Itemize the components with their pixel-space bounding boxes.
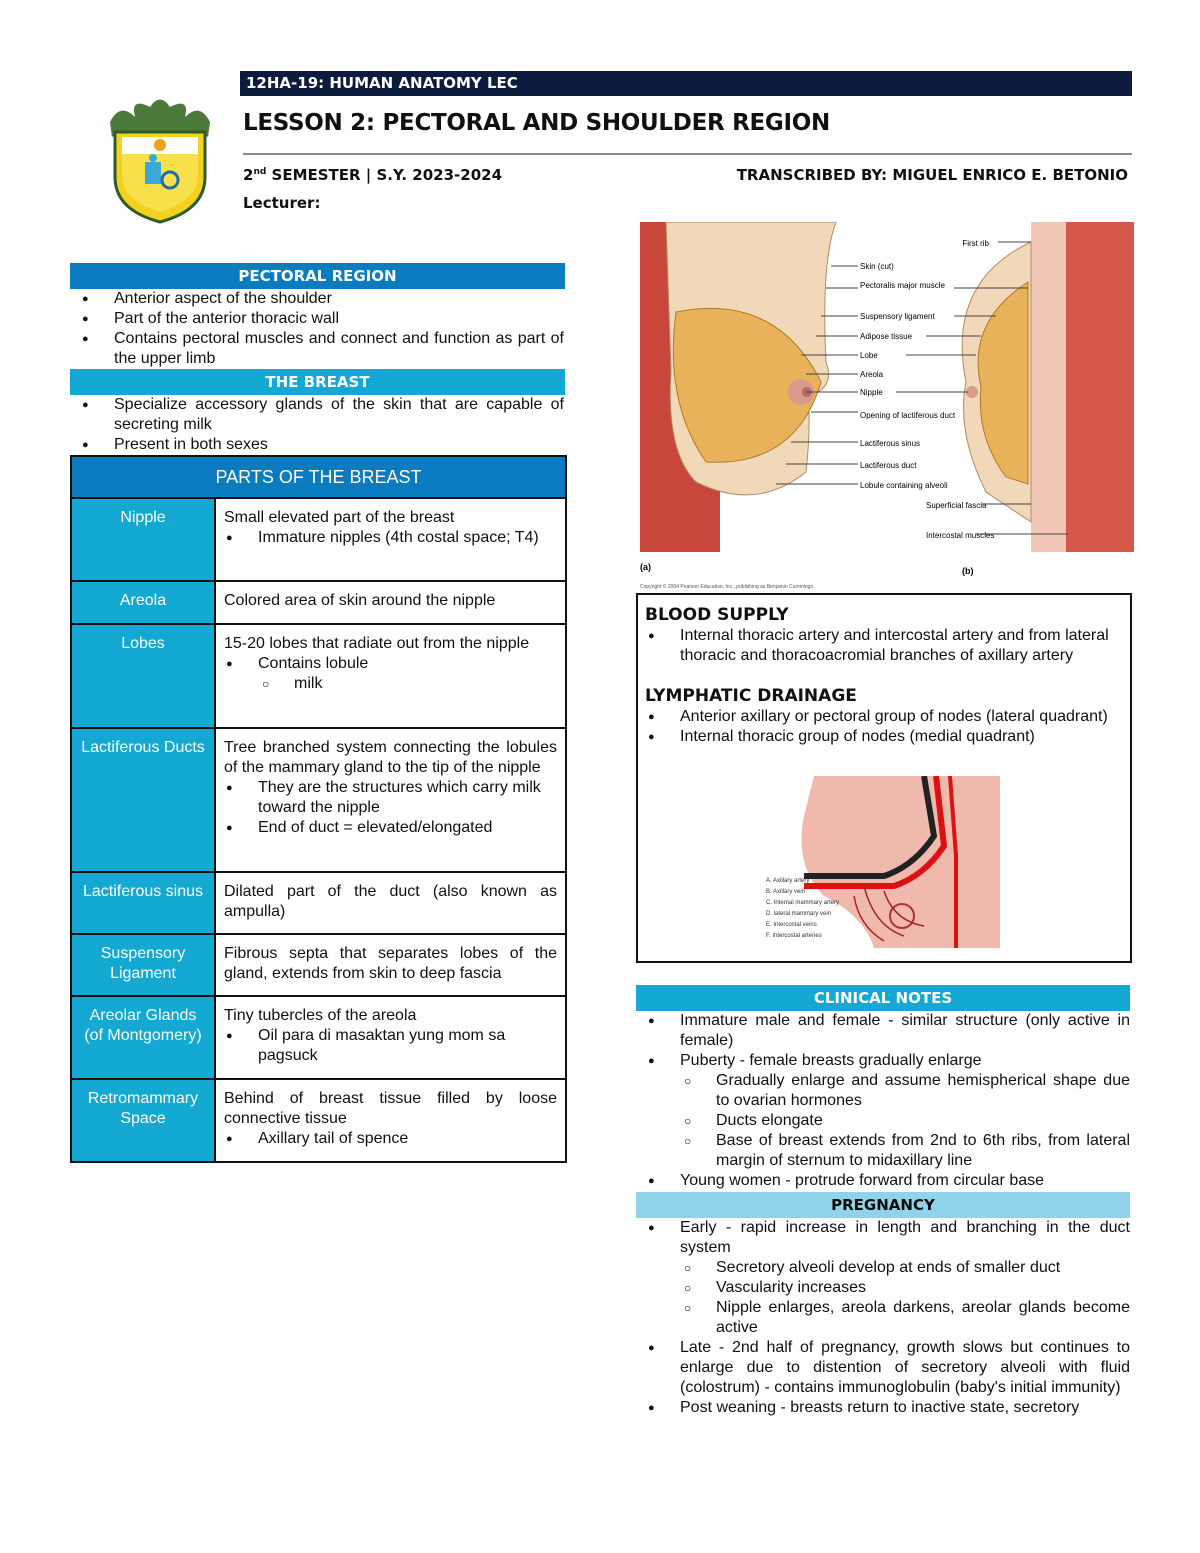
pectoral-region-list [70, 289, 564, 369]
title-divider [243, 153, 1132, 155]
list-item: ● Puberty - female breasts gradually enlarge [636, 1051, 1130, 1071]
figure-panel-b-label: (b) [962, 566, 974, 576]
pectoral-region-heading: PECTORAL REGION [70, 263, 565, 289]
part-description: Tree branched system connecting the lobules of the mammary gland to the tip of the nipple ● They are the structures which carry milk toward the nipple ● End of duct = elevated/elongated [215, 728, 566, 872]
pregnancy-list [636, 1218, 1130, 1418]
blood-supply-heading: BLOOD SUPPLY [645, 605, 789, 625]
list-item: ○ Ducts elongate [636, 1111, 1130, 1131]
figure-label: Suspensory ligament [860, 312, 935, 321]
part-label: Retromammary Space [71, 1079, 215, 1162]
parts-of-breast-table [70, 455, 567, 1163]
part-description: Small elevated part of the breast ● Immature nipples (4th costal space; T4) [215, 498, 566, 581]
the-breast-heading: THE BREAST [70, 369, 565, 395]
blood-supply-list [636, 626, 1122, 666]
part-label: Suspensory Ligament [71, 934, 215, 996]
figure-label: Opening of lactiferous duct [860, 411, 956, 420]
list-item: ● Late - 2nd half of pregnancy, growth slows but continues to enlarge due to distention of secretory alveoli with fluid (colostrum) - contains immunoglobulin (baby's initial immunity) [636, 1338, 1130, 1398]
figure-label: Pectoralis major muscle [860, 281, 945, 290]
figure-label: First rib [962, 239, 989, 248]
list-item: ● Part of the anterior thoracic wall [70, 309, 564, 329]
figure-copyright: Copyright © 2004 Pearson Education, Inc., publishing as Benjamin Cummings. [640, 584, 815, 590]
part-description: Colored area of skin around the nipple [215, 581, 566, 624]
vessel-legend-item: E. Intercostal veins [766, 922, 817, 928]
university-seal-logo [100, 92, 220, 224]
part-description: Dilated part of the duct (also known as ampulla) [215, 872, 566, 934]
vessel-legend-item: C. Internal mammary artery [766, 900, 840, 906]
list-item: ● Specialize accessory glands of the skin that are capable of secreting milk [70, 395, 564, 435]
table-row [71, 624, 566, 728]
list-item: ○ Vascularity increases [636, 1278, 1130, 1298]
list-item: ● Internal thoracic artery and intercostal artery and from lateral thoracic and thoracoacromial branches of axillary artery [636, 626, 1122, 666]
part-label: Lactiferous sinus [71, 872, 215, 934]
figure-label: Lobule containing alveoli [860, 481, 948, 490]
list-item: ● Present in both sexes [70, 435, 564, 455]
part-label: Lactiferous Ducts [71, 728, 215, 872]
list-item: ○ Base of breast extends from 2nd to 6th ribs, from lateral margin of sternum to midaxillary line [636, 1131, 1130, 1171]
part-description: Behind of breast tissue filled by loose connective tissue ● Axillary tail of spence [215, 1079, 566, 1162]
lymphatic-drainage-list [636, 707, 1122, 747]
list-item: ○ Gradually enlarge and assume hemispherical shape due to ovarian hormones [636, 1071, 1130, 1111]
semester-info: 2nd SEMESTER | S.Y. 2023-2024 [243, 166, 503, 184]
part-label: Lobes [71, 624, 215, 728]
figure-label: Superficial fascia [926, 501, 987, 510]
list-item: ● Internal thoracic group of nodes (medial quadrant) [636, 727, 1122, 747]
lesson-title: LESSON 2: PECTORAL AND SHOULDER REGION [243, 110, 830, 136]
list-item: ● Immature male and female - similar structure (only active in female) [636, 1011, 1130, 1051]
list-item: ○ Secretory alveoli develop at ends of smaller duct [636, 1258, 1130, 1278]
part-description: Tiny tubercles of the areola ● Oil para di masaktan yung mom sa pagsuck [215, 996, 566, 1079]
course-header-bar: 12HA-19: HUMAN ANATOMY LEC [240, 71, 1132, 96]
table-row [71, 872, 566, 934]
axillary-vessels-figure [764, 776, 1000, 948]
list-item: ● Contains pectoral muscles and connect and function as part of the upper limb [70, 329, 564, 369]
clinical-notes-list [636, 1011, 1130, 1191]
table-row [71, 728, 566, 872]
figure-label: Areola [860, 370, 884, 379]
vessel-legend-item: B. Axillary vein [766, 889, 806, 895]
figure-panel-a-label: (a) [640, 562, 651, 572]
part-description: 15-20 lobes that radiate out from the nipple ● Contains lobule ○ milk [215, 624, 566, 728]
vessel-legend-item: A. Axillary artery [766, 878, 810, 884]
figure-label: Skin (cut) [860, 262, 894, 271]
figure-label: Lactiferous duct [860, 461, 917, 470]
the-breast-list [70, 395, 564, 455]
figure-label: Adipose tissue [860, 332, 913, 341]
table-row [71, 498, 566, 581]
part-label: Nipple [71, 498, 215, 581]
list-item: ● Young women - protrude forward from circular base [636, 1171, 1130, 1191]
lecturer-label: Lecturer: [243, 194, 321, 212]
list-item: ● Post weaning - breasts return to inactive state, secretory [636, 1398, 1130, 1418]
lymphatic-drainage-heading: LYMPHATIC DRAINAGE [645, 686, 857, 706]
part-description: Fibrous septa that separates lobes of the gland, extends from skin to deep fascia [215, 934, 566, 996]
part-label: Areolar Glands (of Montgomery) [71, 996, 215, 1079]
part-label: Areola [71, 581, 215, 624]
figure-label: Nipple [860, 388, 883, 397]
clinical-notes-heading: CLINICAL NOTES [636, 985, 1130, 1011]
figure-label: Lobe [860, 351, 878, 360]
table-row [71, 934, 566, 996]
figure-label: Lactiferous sinus [860, 439, 921, 448]
table-row [71, 996, 566, 1079]
list-item: ○ Nipple enlarges, areola darkens, areolar glands become active [636, 1298, 1130, 1338]
list-item: ● Anterior axillary or pectoral group of nodes (lateral quadrant) [636, 707, 1122, 727]
vessel-legend-item: F. Intercostal arteries [766, 933, 822, 939]
parts-table-header: PARTS OF THE BREAST [71, 456, 566, 498]
figure-label: Intercostal muscles [926, 531, 995, 540]
list-item: ● Early - rapid increase in length and branching in the duct system [636, 1218, 1130, 1258]
vessel-legend-item: D. lateral mammary vein [766, 911, 832, 917]
transcriber-info: TRANSCRIBED BY: MIGUEL ENRICO E. BETONIO [736, 166, 1128, 184]
table-row [71, 1079, 566, 1162]
breast-anatomy-figure [636, 222, 1134, 594]
pregnancy-heading: PREGNANCY [636, 1192, 1130, 1218]
table-row [71, 581, 566, 624]
list-item: ● Anterior aspect of the shoulder [70, 289, 564, 309]
